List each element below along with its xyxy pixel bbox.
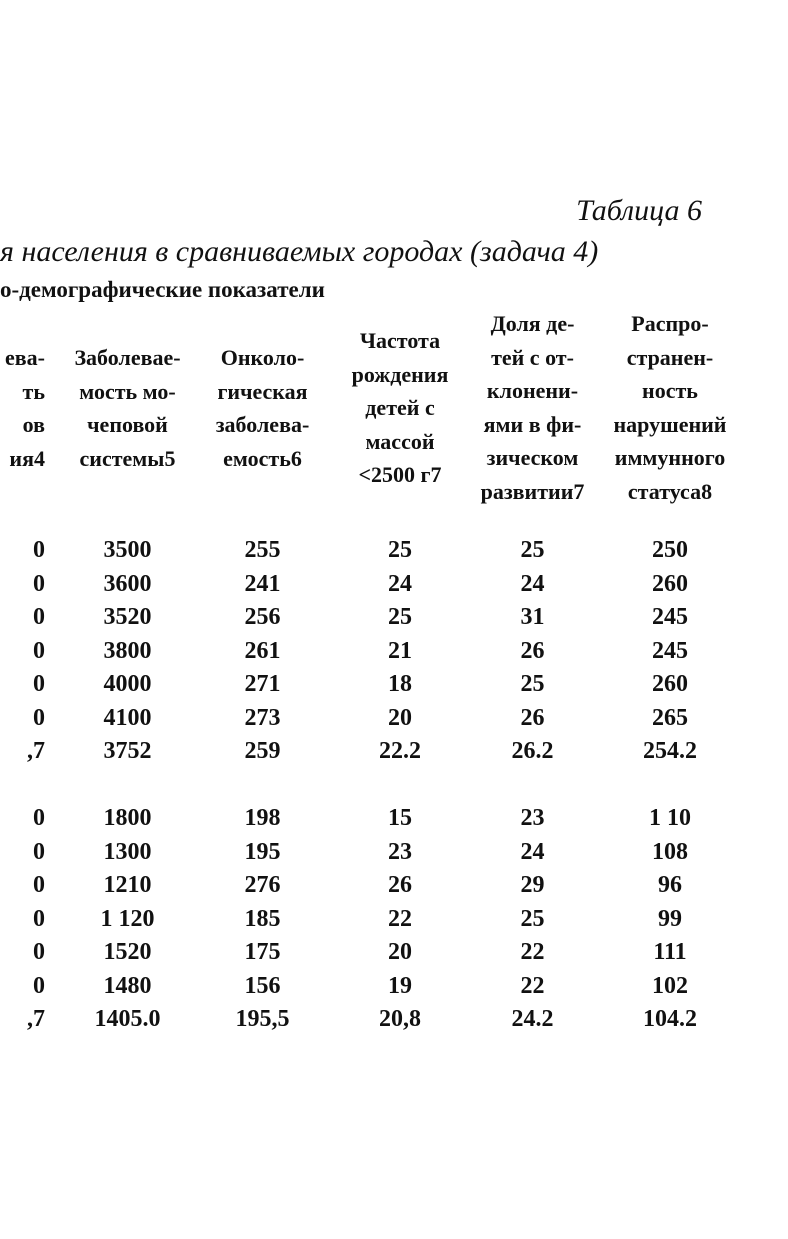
- table-cell: 265: [652, 704, 688, 731]
- table-cell: ,7: [27, 738, 45, 764]
- table-cell: 26: [520, 637, 545, 664]
- column-header-line: ева-: [5, 345, 45, 370]
- table-cell: 24: [520, 570, 545, 597]
- table-cell: 195,5: [235, 1006, 290, 1032]
- column-header-2: [200, 341, 325, 475]
- table-cell: 0: [33, 637, 45, 664]
- table-cell: 22: [388, 905, 412, 932]
- table-cell: 20,8: [379, 1006, 421, 1032]
- column-header-line: заболева-: [215, 412, 310, 437]
- table-cell: 18: [388, 671, 412, 697]
- table-cell: 260: [652, 570, 688, 597]
- table-cell: 0: [33, 537, 45, 563]
- table-cell: 0: [33, 939, 45, 965]
- table-cell: 22: [520, 939, 545, 965]
- table-cell: 25: [388, 604, 412, 630]
- column-header-line: ов: [22, 412, 45, 437]
- table-cell: 25: [388, 537, 412, 563]
- table-cell: 96: [658, 872, 682, 898]
- column-header-line: ями в фи-: [483, 411, 582, 437]
- column-header-line: Онколо-: [220, 345, 305, 370]
- column-header-line: емость6: [223, 445, 302, 471]
- column-header-line: детей с: [365, 395, 435, 420]
- table-cell: 102: [652, 972, 688, 999]
- column-header-line: ия4: [9, 445, 45, 471]
- table-cell: 0: [33, 972, 45, 999]
- table-cell: 254.2: [643, 738, 697, 764]
- table-title: я населения в сравниваемых городах (задача 4): [0, 235, 599, 268]
- column-header-line: Заболевае-: [74, 345, 181, 370]
- table-cell: 26.2: [511, 738, 554, 764]
- table-cell: 3500: [103, 537, 152, 563]
- table-cell: 0: [33, 872, 45, 898]
- table-cell: 250: [652, 537, 688, 563]
- column-header-line: клонени-: [486, 378, 579, 403]
- table-cell: 255: [244, 537, 281, 563]
- table-cell: 1405.0: [94, 1006, 161, 1032]
- table-cell: 1480: [103, 972, 152, 999]
- table-label: Таблица 6: [576, 194, 702, 227]
- table-cell: 24: [388, 570, 412, 597]
- table-cell: 29: [520, 872, 545, 898]
- table-cell: 0: [33, 604, 45, 630]
- table-cell: 271: [244, 671, 281, 697]
- table-cell: 1520: [103, 939, 152, 965]
- column-header-3: [335, 324, 465, 492]
- table-cell: 4100: [103, 704, 152, 731]
- column-header-line: нарушений: [613, 411, 727, 437]
- column-header-line: зическом: [486, 445, 579, 470]
- column-header-line: странен-: [626, 344, 714, 370]
- table-cell: 0: [33, 704, 45, 731]
- table-cell: 26: [388, 872, 412, 898]
- table-cell: 0: [33, 570, 45, 597]
- column-header-line: ность: [642, 378, 698, 403]
- column-header-line: чеповой: [87, 412, 168, 437]
- table-cell: 276: [244, 872, 281, 898]
- column-header-line: системы5: [79, 445, 176, 471]
- table-cell: 156: [244, 972, 281, 999]
- table-cell: 22: [520, 972, 545, 999]
- column-header-0: [0, 341, 45, 475]
- table-cell: 22.2: [379, 738, 421, 764]
- table-cell: 1800: [103, 805, 152, 831]
- column-header-4: [465, 307, 600, 508]
- table-cell: 25: [520, 671, 545, 697]
- table-cell: 99: [658, 905, 682, 932]
- column-header-line: Доля де-: [490, 311, 575, 336]
- column-header-1: [60, 341, 195, 475]
- table-cell: 24.2: [511, 1006, 554, 1032]
- column-header-line: иммунного: [614, 445, 726, 470]
- table-cell: 241: [244, 570, 281, 597]
- column-header-line: рождения: [351, 361, 449, 387]
- table-cell: 20: [388, 939, 412, 965]
- table-cell: 185: [244, 905, 281, 932]
- table-cell: 21: [388, 637, 412, 664]
- table-cell: 24: [520, 838, 545, 865]
- column-header-line: <2500 г7: [358, 462, 442, 487]
- table-cell: 3600: [103, 570, 152, 597]
- table-cell: 19: [388, 972, 412, 999]
- table-cell: 15: [388, 805, 412, 831]
- column-header-5: [600, 307, 740, 508]
- table-cell: 1300: [103, 838, 152, 865]
- table-cell: 0: [33, 838, 45, 865]
- column-header-line: Частота: [359, 328, 441, 353]
- table-cell: 273: [244, 704, 281, 731]
- table-cell: 1 10: [649, 805, 691, 831]
- table-cell: 256: [244, 604, 281, 630]
- table-cell: 3520: [103, 604, 152, 630]
- table-cell: 111: [653, 939, 687, 965]
- table-cell: 245: [652, 637, 688, 664]
- table-cell: 31: [520, 604, 545, 630]
- table-cell: 260: [652, 671, 688, 697]
- table-cell: 261: [244, 637, 281, 664]
- table-cell: 0: [33, 905, 45, 932]
- table-cell: 104.2: [643, 1006, 697, 1032]
- table-cell: 3752: [103, 738, 152, 764]
- table-cell: 195: [244, 838, 281, 865]
- column-header-line: статуса8: [627, 478, 713, 504]
- column-header-line: тей с от-: [491, 344, 574, 370]
- table-cell: 20: [388, 704, 412, 731]
- table-cell: 23: [388, 838, 412, 865]
- table-cell: 1210: [103, 872, 152, 898]
- table-cell: 25: [520, 537, 545, 563]
- table-cell: 245: [652, 604, 688, 630]
- table-cell: 0: [33, 671, 45, 697]
- table-cell: 175: [244, 939, 281, 965]
- column-header-line: гическая: [217, 378, 308, 404]
- table-cell: 25: [520, 905, 545, 932]
- column-header-line: мость мо-: [79, 378, 176, 404]
- column-header-line: ть: [22, 378, 45, 404]
- table-cell: 0: [33, 805, 45, 831]
- table-cell: 259: [244, 738, 281, 764]
- table-cell: 1 120: [100, 905, 155, 932]
- table-cell: 4000: [103, 671, 152, 697]
- section-title: о-демографические показатели: [0, 277, 325, 302]
- table-cell: 198: [244, 805, 281, 831]
- table-cell: 108: [652, 838, 688, 865]
- column-header-line: развитии7: [480, 478, 585, 504]
- column-header-line: массой: [365, 428, 435, 454]
- table-cell: 23: [520, 805, 545, 831]
- column-header-line: Распро-: [631, 311, 709, 336]
- table-cell: 26: [520, 704, 545, 731]
- table-cell: 3800: [103, 637, 152, 664]
- table-cell: ,7: [27, 1006, 45, 1032]
